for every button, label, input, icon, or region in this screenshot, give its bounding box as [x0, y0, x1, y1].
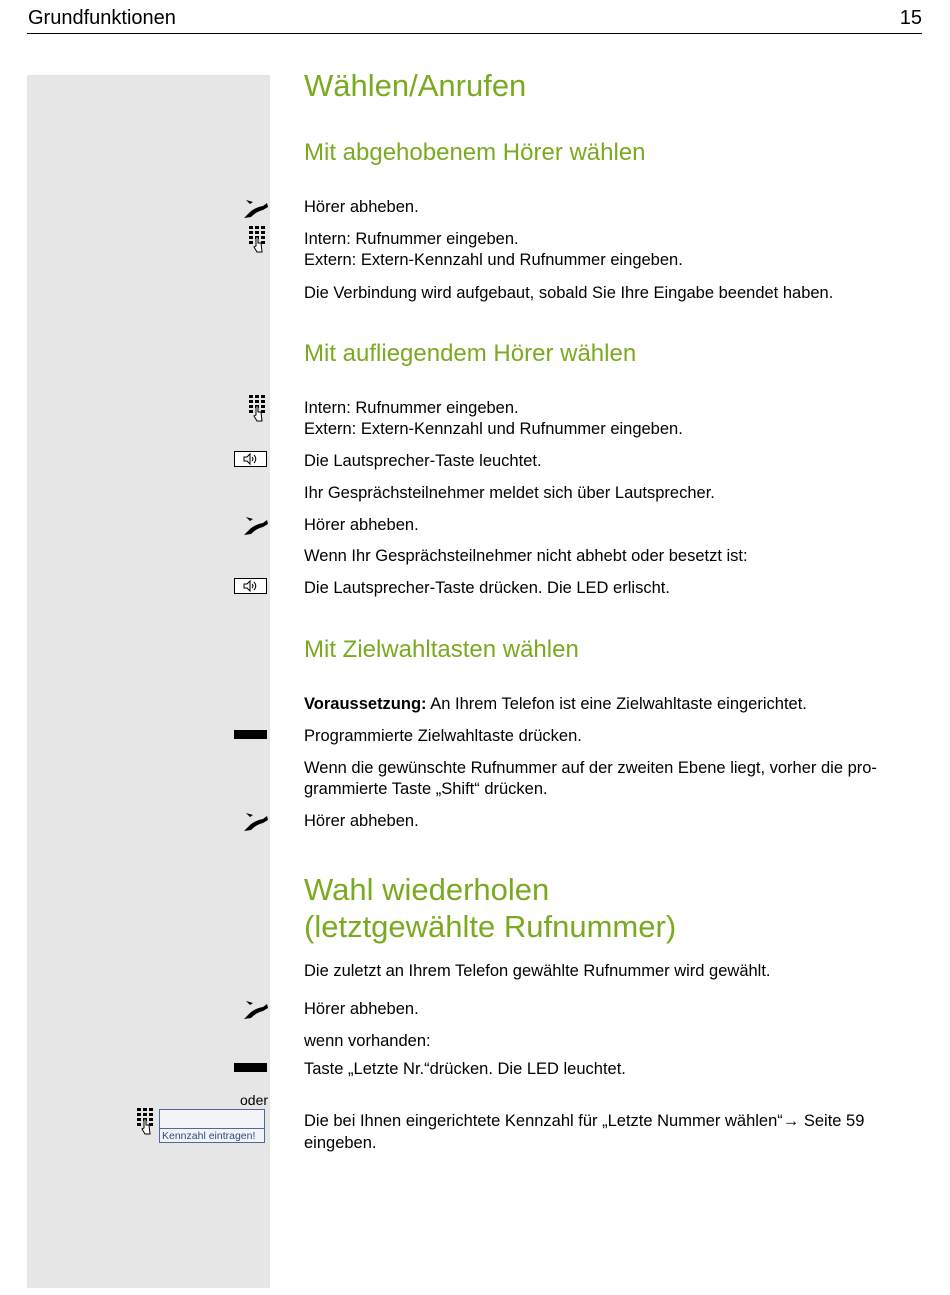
- section-title: Grundfunktionen: [28, 7, 176, 29]
- function-key-icon: [234, 730, 267, 739]
- step-zielwahltaste-druecken: Programmierte Zielwahltaste drücken.: [304, 727, 582, 745]
- heading-waehlen-anrufen: Wählen/Anrufen: [304, 68, 527, 103]
- field-hint: Kennzahl eintragen!: [162, 1130, 256, 1142]
- handset-icon: [241, 198, 269, 220]
- intro-wiederholen: Die zuletzt an Ihrem Telefon gewählte Rufnummer wird gewählt.: [304, 962, 771, 980]
- field-divider: [160, 1128, 264, 1129]
- speaker-key-icon: [234, 578, 267, 594]
- heading-wahl-wiederholen-1: Wahl wiederholen: [304, 872, 550, 907]
- step-zweite-ebene: Wenn die gewünschte Rufnummer auf der zweiten Ebene liegt, vorher die pro-grammierte Taste „Shift“ drücken.: [304, 759, 877, 798]
- kennzahl-field: [159, 1109, 265, 1143]
- step-kennzahl: [304, 1111, 864, 1132]
- function-key-icon: [234, 1063, 267, 1072]
- step-hoerer-abheben-1: Hörer abheben.: [304, 198, 419, 216]
- prerequisite-text: An Ihrem Telefon ist eine Zielwahltaste eingerichtet.: [426, 695, 807, 713]
- heading-wahl-wiederholen-2: (letztgewählte Rufnummer): [304, 909, 677, 944]
- page-header: [27, 6, 922, 34]
- step-kennzahl-eingeben: eingeben.: [304, 1134, 377, 1152]
- keypad-icon: [136, 1107, 156, 1135]
- heading-zielwahl: Mit Zielwahltasten wählen: [304, 636, 579, 663]
- step-letzte-nr: Taste „Letzte Nr.“drücken. Die LED leuchtet.: [304, 1060, 626, 1078]
- step-rufnummer-extern-1: Extern: Extern-Kennzahl und Rufnummer eingeben.: [304, 251, 683, 269]
- step-nicht-abhebt: Wenn Ihr Gesprächsteilnehmer nicht abhebt oder besetzt ist:: [304, 547, 748, 565]
- step-rufnummer-extern-2: Extern: Extern-Kennzahl und Rufnummer eingeben.: [304, 420, 683, 438]
- seite-link[interactable]: Seite 59: [799, 1112, 865, 1130]
- step-hoerer-abheben-2: Hörer abheben.: [304, 516, 419, 534]
- step-hoerer-abheben-4: Hörer abheben.: [304, 1000, 419, 1018]
- prerequisite: [304, 694, 807, 715]
- handset-icon: [241, 999, 269, 1021]
- step-kennzahl-text: Die bei Ihnen eingerichtete Kennzahl für „Letzte Nummer wählen“: [304, 1112, 783, 1130]
- speaker-key-icon: [234, 451, 267, 467]
- heading-abgehoben: Mit abgehobenem Hörer wählen: [304, 139, 646, 166]
- keypad-icon: [248, 394, 268, 422]
- arrow-icon: →: [782, 1112, 800, 1130]
- keypad-icon: [248, 225, 268, 253]
- note-verbindung: Die Verbindung wird aufgebaut, sobald Sie Ihre Eingabe beendet haben.: [304, 284, 834, 302]
- step-lautsprecher-druecken: Die Lautsprecher-Taste drücken. Die LED erlischt.: [304, 579, 670, 597]
- handset-icon: [241, 515, 269, 537]
- handset-icon: [241, 811, 269, 833]
- step-rufnummer-intern-1: Intern: Rufnummer eingeben.: [304, 230, 519, 248]
- step-teilnehmer-meldet: Ihr Gesprächsteilnehmer meldet sich über Lautsprecher.: [304, 484, 715, 502]
- step-hoerer-abheben-3: Hörer abheben.: [304, 812, 419, 830]
- prerequisite-label: Voraussetzung:: [304, 695, 427, 713]
- step-wenn-vorhanden: wenn vorhanden:: [304, 1032, 431, 1050]
- step-rufnummer-intern-2: Intern: Rufnummer eingeben.: [304, 399, 519, 417]
- heading-aufliegend: Mit aufliegendem Hörer wählen: [304, 340, 637, 367]
- oder-label: oder: [240, 1092, 269, 1108]
- page-number: 15: [899, 7, 922, 29]
- step-lautsprecher-leuchtet: Die Lautsprecher-Taste leuchtet.: [304, 452, 542, 470]
